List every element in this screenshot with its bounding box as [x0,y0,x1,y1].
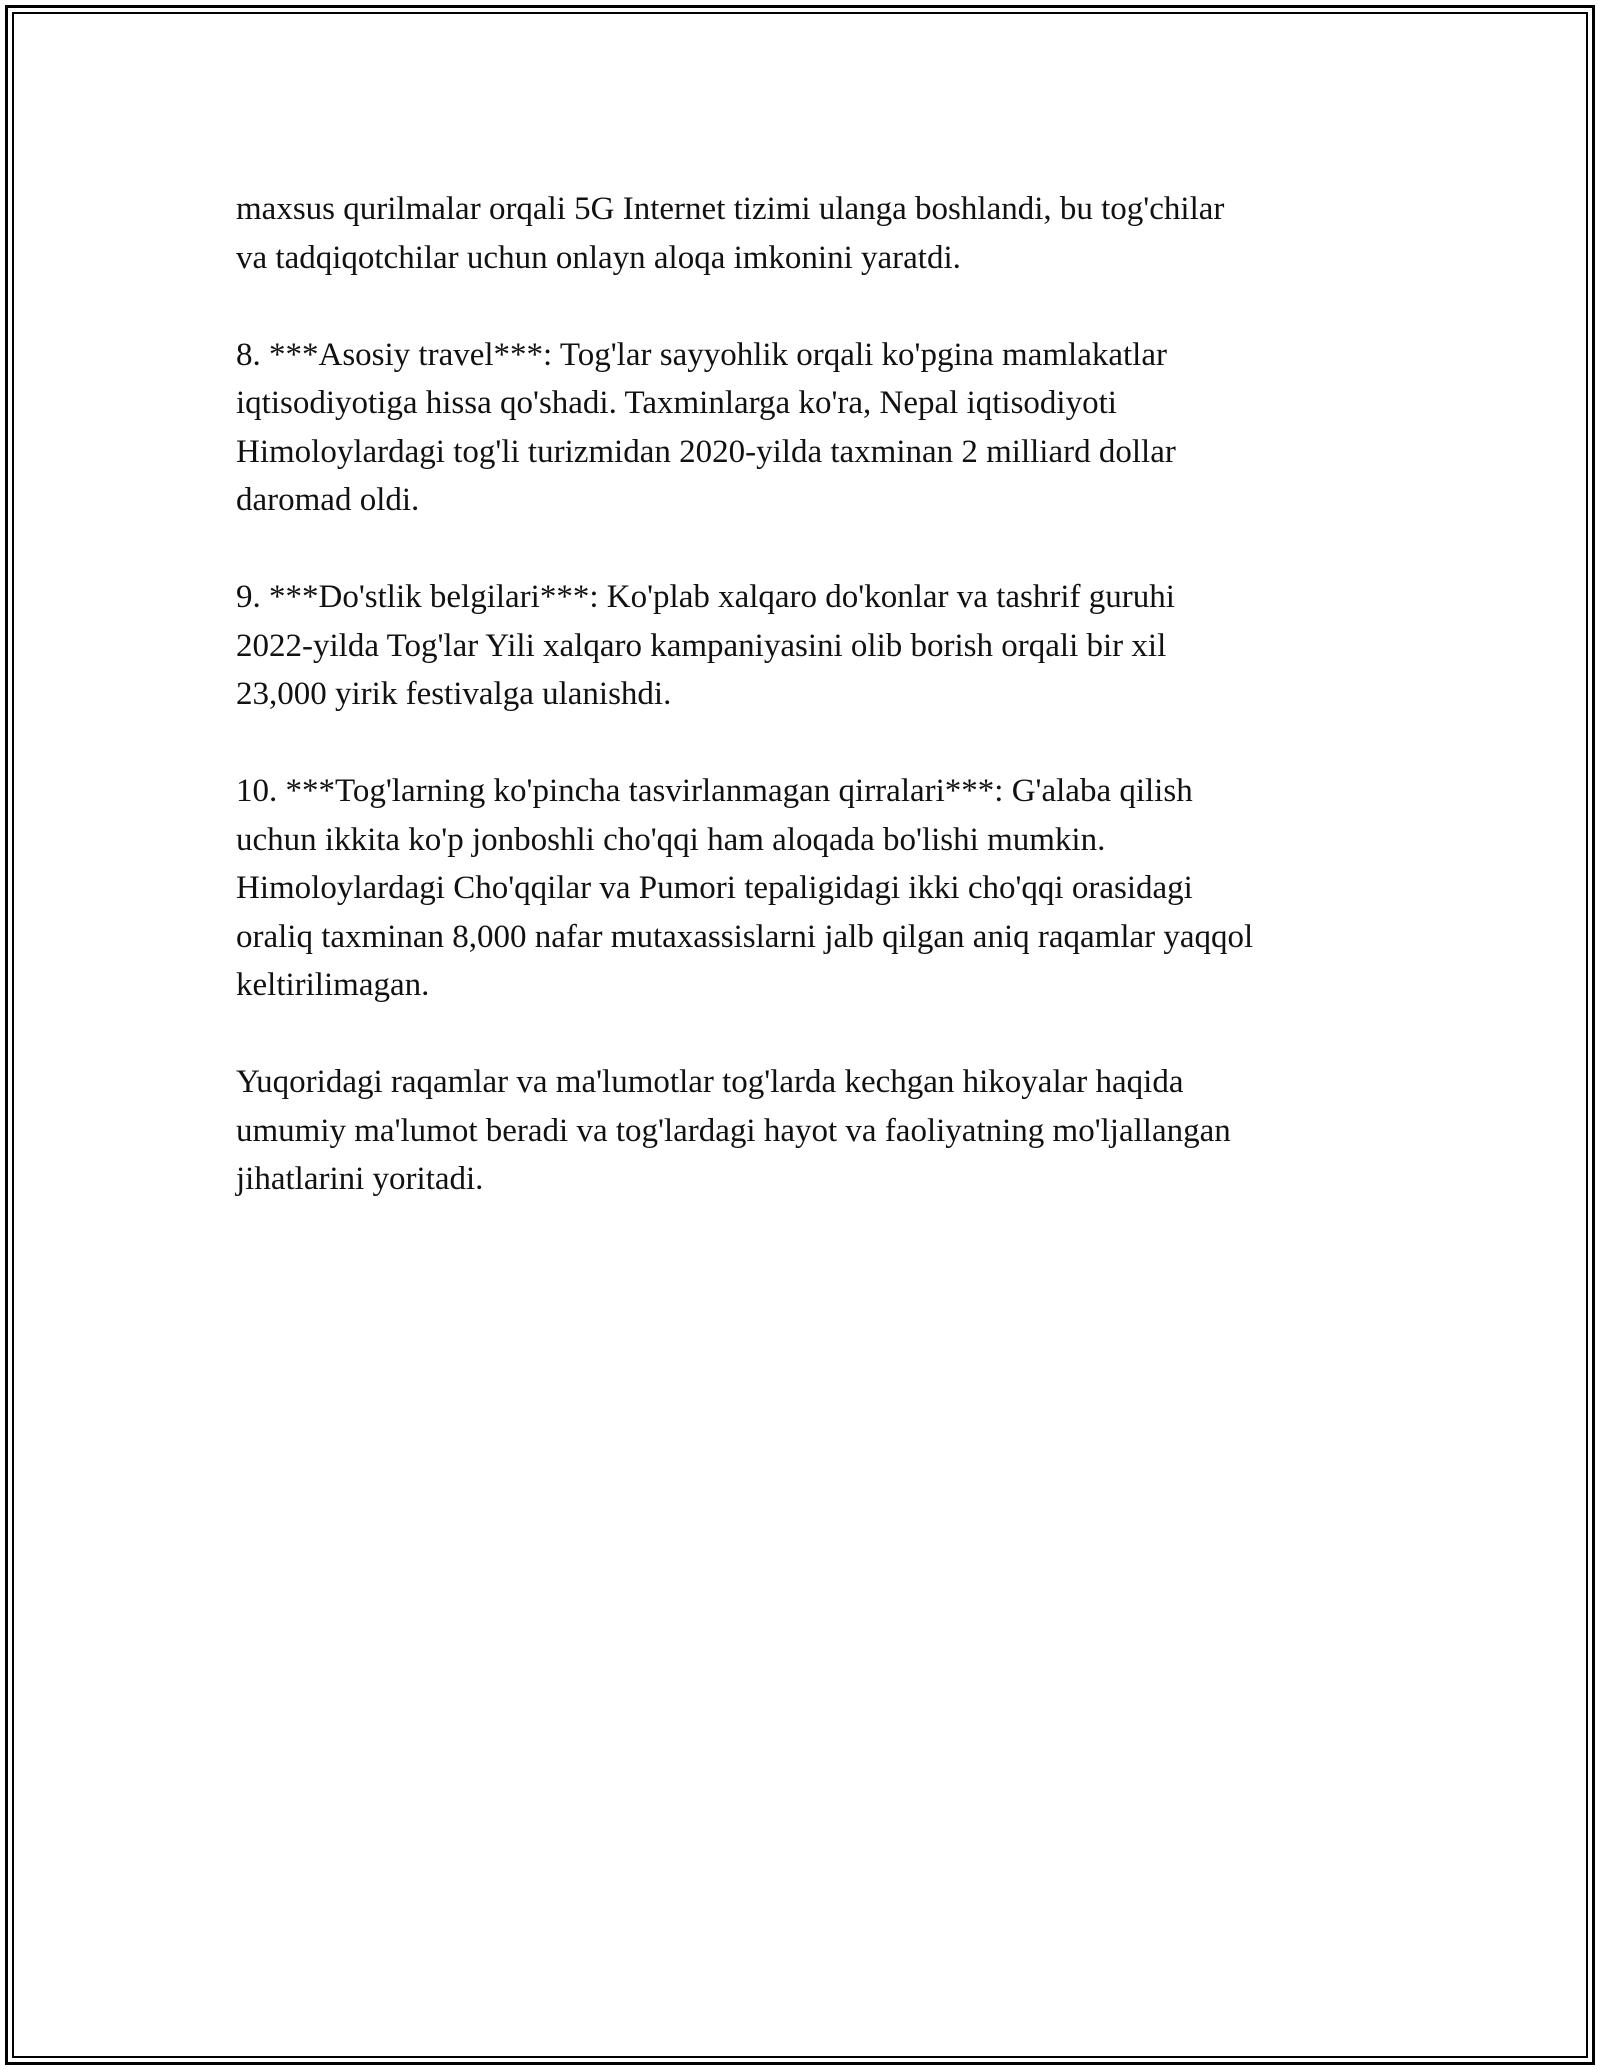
text-line: daromad oldi. [236,482,420,518]
text-line: jihatlarini yoritadi. [236,1161,484,1197]
text-line: 10. ***Tog'larning ko'pincha tasvirlanmagan qirralari***: G'alaba qilish [236,773,1193,809]
text-line: va tadqiqotchilar uchun onlayn aloqa imkonini yaratdi. [236,239,961,276]
text-line: uchun ikkita ko'p jonboshli cho'qqi ham aloqada bo'lishi mumkin. [236,821,1106,858]
text-line: Yuqoridagi raqamlar va ma'lumotlar tog'larda kechgan hikoyalar haqida [236,1064,1184,1100]
text-line: iqtisodiyotiga hissa qo'shadi. Taxminlarga ko'ra, Nepal iqtisodiyoti [236,385,1117,421]
text-line: umumiy ma'lumot beradi va tog'lardagi hayot va faoliyatning mo'ljallangan [236,1112,1231,1149]
text-line: keltirilimagan. [236,967,430,1003]
paragraph-item-10 [236,767,1376,1010]
text-line: 8. ***Asosiy travel***: Tog'lar sayyohlik orqali ko'pgina mamlakatlar [236,336,1167,373]
paragraph-5g-continuation [236,185,1376,282]
text-line: oraliq taxminan 8,000 nafar mutaxassislarni jalb qilgan aniq raqamlar yaqqol [236,918,1254,955]
paragraph-item-9 [236,573,1376,719]
paragraph-item-8 [236,331,1376,525]
text-line: 2022-yilda Tog'lar Yili xalqaro kampaniyasini olib borish orqali bir xil [236,627,1167,664]
text-line: 9. ***Do'stlik belgilari***: Ko'plab xalqaro do'konlar va tashrif guruhi [236,579,1175,615]
text-line: Himoloylardagi tog'li turizmidan 2020-yilda taxminan 2 milliard dollar [236,433,1176,470]
paragraph-conclusion [236,1058,1376,1204]
text-line: maxsus qurilmalar orqali 5G Internet tizimi ulanga boshlandi, bu tog'chilar [236,191,1225,227]
document-body [236,185,1376,1252]
text-line: Himoloylardagi Cho'qqilar va Pumori tepaligidagi ikki cho'qqi orasidagi [236,870,1193,906]
text-line: 23,000 yirik festivalga ulanishdi. [236,676,672,712]
